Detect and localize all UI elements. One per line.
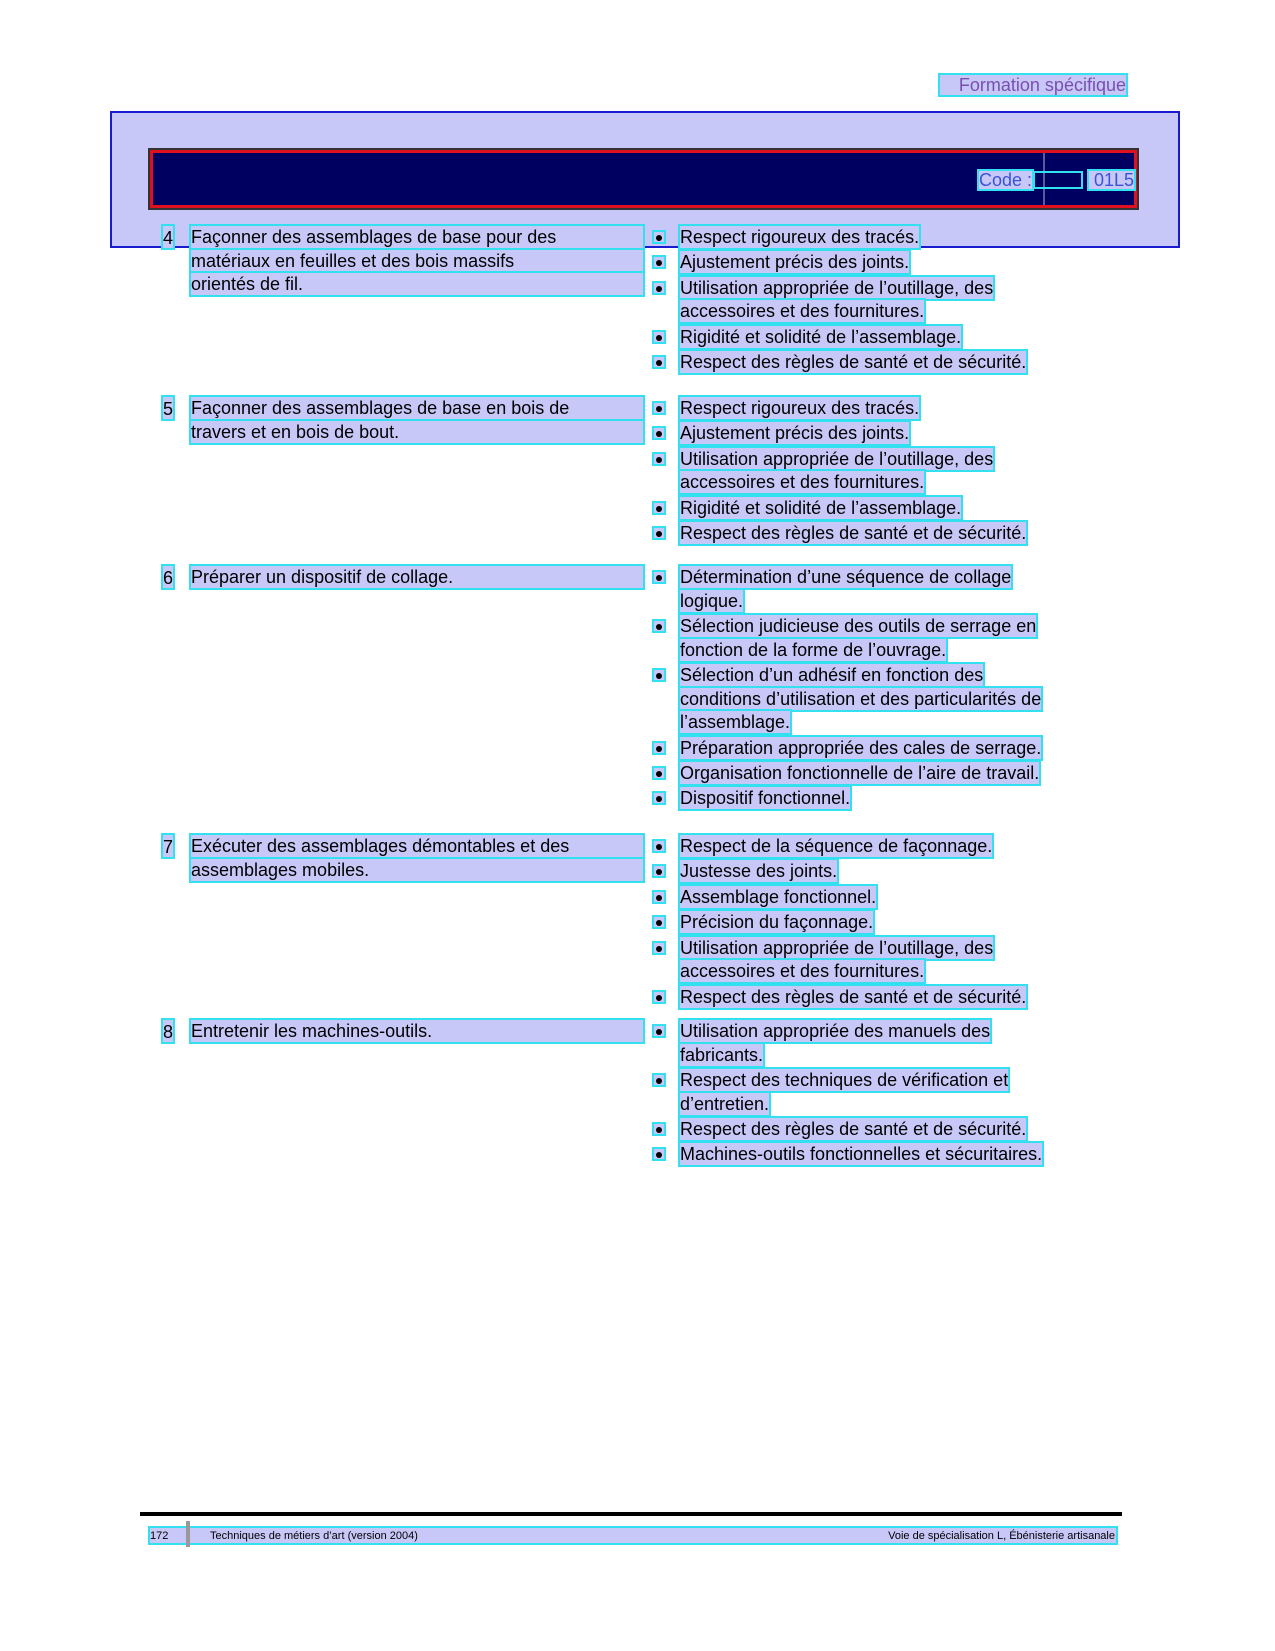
bullet-icon [654, 866, 664, 876]
criterion-line: Respect de la séquence de façonnage. [680, 836, 993, 856]
bullet-icon [654, 621, 664, 631]
criterion-line: Utilisation appropriée de l’outillage, des [680, 937, 994, 958]
criterion-line: Ajustement précis des joints. [680, 423, 910, 444]
bullet-icon [654, 917, 664, 927]
page-header-title: Formation spécifique [940, 75, 1126, 95]
criterion-line: conditions d’utilisation et des particularités de [680, 688, 1042, 709]
criterion-line: accessoires et des fournitures. [680, 301, 925, 322]
criterion-line: Sélection d’un adhésif en fonction des [680, 665, 984, 685]
criterion-line: Organisation fonctionnelle de l’aire de travail. [680, 763, 1040, 783]
code-bar [150, 150, 1137, 208]
item-text-line: Façonner des assemblages de base pour des [191, 226, 643, 248]
criterion-line: Rigidité et solidité de l’assemblage. [680, 497, 962, 518]
footer-page-number: 172 [150, 1530, 169, 1542]
criterion-line: Respect des règles de santé et de sécurité. [680, 352, 1027, 373]
item-number: 7 [163, 837, 174, 857]
criterion-line: Respect rigoureux des tracés. [680, 398, 920, 418]
criterion-line: logique. [680, 590, 744, 611]
item-text-line: Exécuter des assemblages démontables et des [191, 835, 643, 857]
item-number: 6 [163, 568, 174, 588]
bullet-icon [654, 992, 664, 1002]
bullet-icon [654, 892, 664, 902]
criterion-line: fonction de la forme de l’ouvrage. [680, 639, 947, 660]
criterion-line: accessoires et des fournitures. [680, 961, 925, 982]
bullet-icon [654, 283, 664, 293]
criterion-line: Utilisation appropriée de l’outillage, des [680, 448, 994, 469]
footer-rule [140, 1512, 1122, 1516]
bullet-icon [654, 528, 664, 538]
footer-program-title: Techniques de métiers d’art (version 2004) [210, 1530, 418, 1542]
bullet-icon [654, 357, 664, 367]
bullet-icon [654, 743, 664, 753]
item-number: 5 [163, 399, 174, 419]
criterion-line: Utilisation appropriée des manuels des [680, 1021, 991, 1041]
bullet-icon [654, 428, 664, 438]
code-value: 01L5 [1089, 171, 1134, 189]
item-text-line: orientés de fil. [191, 273, 643, 295]
criterion-line: d’entretien. [680, 1093, 770, 1114]
bullet-icon [654, 841, 664, 851]
bullet-icon [654, 454, 664, 464]
criterion-line: Ajustement précis des joints. [680, 252, 910, 273]
bullet-icon [654, 572, 664, 582]
criterion-line: Préparation appropriée des cales de serrage. [680, 737, 1042, 758]
criterion-line: Détermination d’une séquence de collage [680, 567, 1012, 587]
item-number: 8 [163, 1022, 174, 1042]
bullet-icon [654, 768, 664, 778]
bullet-icon [654, 793, 664, 803]
criterion-line: Machines-outils fonctionnelles et sécuritaires. [680, 1144, 1043, 1165]
criterion-line: Rigidité et solidité de l’assemblage. [680, 326, 962, 347]
criterion-line: accessoires et des fournitures. [680, 472, 925, 493]
bullet-icon [654, 1149, 664, 1159]
item-text-line: Façonner des assemblages de base en bois de [191, 397, 643, 419]
criterion-line: Assemblage fonctionnel. [680, 886, 877, 907]
criterion-line: Respect des règles de santé et de sécurité. [680, 1119, 1027, 1139]
code-separator [1033, 171, 1083, 189]
code-label: Code : [979, 170, 1033, 190]
item-text-line: Préparer un dispositif de collage. [191, 566, 643, 588]
bullet-icon [654, 1075, 664, 1085]
criterion-line: Respect des règles de santé et de sécurité. [680, 523, 1027, 544]
criterion-line: l’assemblage. [680, 712, 791, 733]
footer-marker [186, 1521, 190, 1547]
criterion-line: Utilisation appropriée de l’outillage, des [680, 277, 994, 298]
bullet-icon [654, 670, 664, 680]
bullet-icon [654, 232, 664, 242]
bullet-icon [654, 1026, 664, 1036]
criterion-line: Précision du façonnage. [680, 912, 874, 933]
bullet-icon [654, 257, 664, 267]
item-text-line: Entretenir les machines-outils. [191, 1020, 643, 1042]
item-text-line: matériaux en feuilles et des bois massifs [191, 250, 643, 272]
criterion-line: fabricants. [680, 1044, 764, 1065]
item-number: 4 [163, 228, 174, 248]
bullet-icon [654, 503, 664, 513]
criterion-line: Justesse des joints. [680, 861, 838, 882]
criterion-line: Dispositif fonctionnel. [680, 788, 851, 809]
bullet-icon [654, 403, 664, 413]
bullet-icon [654, 332, 664, 342]
footer-specialization: Voie de spécialisation L, Ébénisterie artisanale [888, 1530, 1115, 1542]
criterion-line: Respect des règles de santé et de sécurité. [680, 986, 1027, 1007]
item-text-line: travers et en bois de bout. [191, 421, 643, 443]
item-text-line: assemblages mobiles. [191, 859, 643, 881]
criterion-line: Respect des techniques de vérification et [680, 1070, 1009, 1090]
bullet-icon [654, 1124, 664, 1134]
criterion-line: Sélection judicieuse des outils de serrage en [680, 616, 1037, 636]
bullet-icon [654, 943, 664, 953]
criterion-line: Respect rigoureux des tracés. [680, 227, 920, 247]
